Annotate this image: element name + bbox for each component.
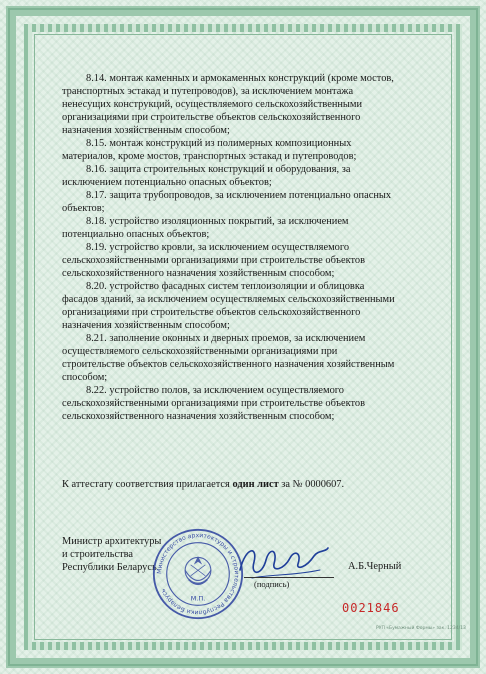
- paragraph-8-21: [62, 332, 402, 384]
- serial-number: 0021846: [342, 601, 400, 615]
- paragraph-8-18: [62, 215, 402, 241]
- activities-list: [62, 72, 402, 423]
- svg-text:Министерство архитектуры и стр: Министерство архитектуры и строительства Республики Беларусь: [156, 532, 240, 616]
- paragraph-8-19: [62, 241, 402, 280]
- signer-title-line: и строительства: [62, 549, 133, 560]
- seal-mp-label: М.П.: [190, 594, 206, 603]
- signer-title-line: Республики Беларусь: [62, 562, 157, 573]
- paragraph-number: 8.19.: [86, 242, 107, 253]
- paragraph-8-14: [62, 72, 402, 137]
- signer-name: А.Б.Черный: [348, 561, 402, 572]
- signer-title-line: Министр архитектуры: [62, 536, 162, 547]
- paragraph-number: 8.18.: [86, 216, 107, 227]
- paragraph-8-22: [62, 384, 402, 423]
- statement-number: за № 0000607.: [278, 479, 345, 490]
- paragraph-text: устройство изоляционных покрытий, за исключением потенциально опасных объектов;: [62, 216, 349, 240]
- paragraph-number: 8.15.: [86, 138, 107, 149]
- paragraph-text: устройство кровли, за исключением осуществляемого сельскохозяйственными организациями при строительстве объектов сельскохозяйственного назначения хозяйственным способом;: [62, 242, 366, 279]
- attachment-statement: [62, 478, 422, 491]
- paragraph-number: 8.21.: [86, 333, 107, 344]
- paragraph-number: 8.17.: [86, 190, 107, 201]
- paragraph-text: заполнение оконных и дверных проемов, за исключением осуществляемого сельскохозяйственными организациями при строительстве объектов сельскохозяйственного назначения хозяйственным способом;: [62, 333, 395, 383]
- statement-bold: один лист: [232, 479, 279, 490]
- paragraph-text: устройство полов, за исключением осуществляемого сельскохозяйственными организациями при строительстве объектов сельскохозяйственного назначения хозяйственным способом;: [62, 385, 366, 422]
- paragraph-8-17: [62, 189, 402, 215]
- signer-title: [62, 535, 161, 574]
- coat-of-arms-icon: [185, 557, 211, 584]
- paragraph-number: 8.14.: [86, 73, 107, 84]
- paragraph-text: монтаж конструкций из полимерных композиционных материалов, кроме мостов, транспортных эстакад и путепроводов;: [62, 138, 357, 162]
- paragraph-text: защита строительных конструкций и оборудования, за исключением потенциально опасных объектов;: [62, 164, 351, 188]
- paragraph-8-20: [62, 280, 402, 332]
- paragraph-text: устройство фасадных систем теплоизоляции и облицовка фасадов зданий, за исключением осуществляемых сельскохозяйственными организациями при строительстве объектов сельскохозяйственного назначения хозяйственным способом;: [62, 281, 395, 331]
- paragraph-number: 8.22.: [86, 385, 107, 396]
- printer-mark: РУП «Бумажный Формы» зак. 1234/13: [376, 626, 466, 631]
- signature-caption: (подпись): [254, 579, 290, 589]
- paragraph-text: защита трубопроводов, за исключением потенциально опасных объектов;: [62, 190, 392, 214]
- paragraph-8-16: [62, 163, 402, 189]
- paragraph-number: 8.16.: [86, 164, 107, 175]
- paragraph-number: 8.20.: [86, 281, 107, 292]
- paragraph-8-15: [62, 137, 402, 163]
- paragraph-text: монтаж каменных и армокаменных конструкций (кроме мостов, транспортных эстакад и путепроводов), за исключением монтажа ненесущих конструкций, осуществляемого сельскохозяйственными организациями при строительстве объектов сельскохозяйственного назначения хозяйственным способом;: [62, 73, 394, 136]
- official-seal: [152, 528, 244, 620]
- statement-text: К аттестату соответствия прилагается: [62, 479, 233, 490]
- signature-line: [244, 577, 334, 578]
